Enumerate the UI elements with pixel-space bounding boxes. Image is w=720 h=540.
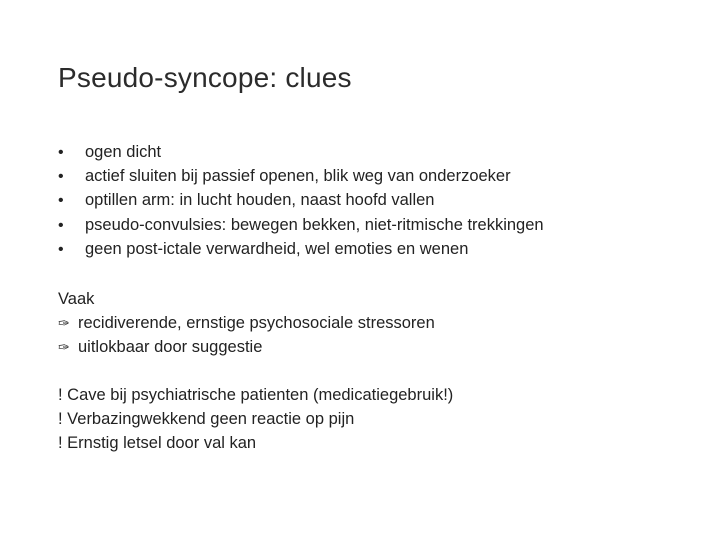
clue-text: ogen dicht [85,143,162,161]
bullet-icon: • [58,240,64,258]
bullet-icon: • [58,168,64,186]
vaak-heading: Vaak [58,290,95,308]
warning-line: ! Verbazingwekkend geen reactie op pijn [58,410,355,429]
clue-text: pseudo-convulsies: bewegen bekken, niet-ritmische trekkingen [85,215,544,234]
warning-line: ! Ernstig letsel door val kan [58,434,257,453]
list-item [58,314,435,338]
list-item [58,216,544,240]
vaak-item-text: uitlokbaar door suggestie [78,338,263,357]
warnings-section [58,386,453,459]
list-item [58,167,544,191]
list-item [58,338,435,362]
list-item [58,191,544,215]
warning-line: ! Cave bij psychiatrische patienten (medicatiegebruik!) [58,386,454,404]
vaak-item-text: recidiverende, ernstige psychosociale stressoren [78,314,435,333]
clue-text: actief sluiten bij passief openen, blik weg van onderzoeker [85,167,511,186]
clue-text: optillen arm: in lucht houden, naast hoofd vallen [85,191,435,210]
slide-title: Pseudo-syncope: clues [58,62,352,93]
arrow-bullet-icon: ✑ [58,315,70,332]
clue-text: geen post-ictale verwardheid, wel emoties en wenen [85,239,469,258]
bullet-icon: • [58,216,64,234]
bullet-icon: • [58,144,64,161]
bullet-icon: • [58,192,64,210]
clues-list [58,143,544,264]
vaak-section [58,290,435,363]
arrow-bullet-icon: ✑ [58,339,70,356]
list-item [58,240,544,264]
list-item [58,143,544,167]
